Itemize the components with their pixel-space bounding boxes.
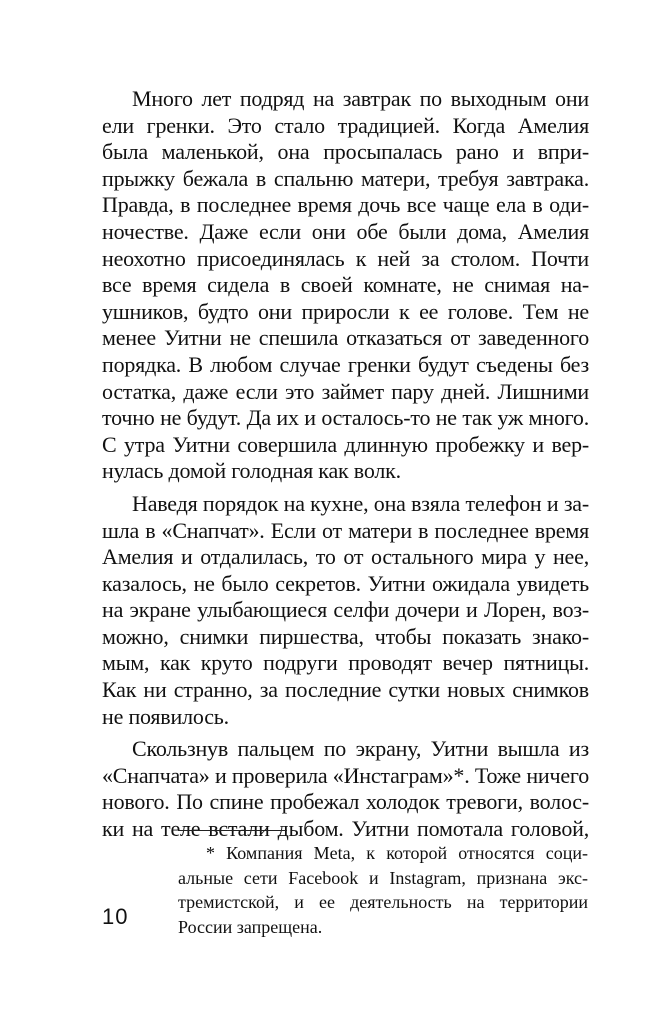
text-line: Наведя порядок на кухне, она взяла телефон и за-	[132, 490, 589, 516]
page-number: 10	[102, 904, 129, 929]
text-line: мым, как круто подруги проводят вечер пятницы.	[102, 650, 589, 676]
footnote-line: * Компания Meta, к которой относятся соци-	[206, 843, 588, 863]
text-line: можно, снимки пиршества, чтобы показать знако-	[102, 623, 589, 649]
text-line: шла в «Снапчат». Если от матери в последнее время	[102, 517, 589, 543]
text-line: ушников, будто они приросли к ее голове. Тем не	[102, 298, 589, 324]
text-line: Много лет подряд на завтрак по выходным они	[132, 86, 589, 111]
text-line: была маленькой, она просыпалась рано и впри-	[102, 139, 589, 165]
text-line: ночестве. Даже если они обе были дома, Амелия	[102, 218, 589, 244]
text-line: остатка, даже если это займет пару дней. Лишними	[102, 378, 589, 404]
text-line: Амелия и отдалилась, то от остального мира у нее,	[102, 544, 589, 570]
text-line: «Снапчата» и проверила «Инстаграм»*. Тоже ничего	[102, 762, 589, 788]
footnote-line: России запрещена.	[178, 916, 323, 937]
footnote-divider	[178, 830, 287, 831]
paragraph-1	[102, 86, 589, 485]
text-line: ки на теле встали дыбом. Уитни помотала головой,	[102, 816, 589, 842]
text-line: Скользнув пальцем по экрану, Уитни вышла из	[132, 736, 589, 762]
footnote-line: альные сети Facebook и Instagram, признана экс-	[178, 867, 588, 888]
paragraph-2	[102, 491, 589, 730]
text-line: нового. По спине пробежал холодок тревоги, волос-	[102, 789, 589, 815]
footnote	[178, 841, 588, 939]
text-line: все время сидела в своей комнате, не снимая на-	[102, 272, 589, 298]
text-line: точно не будут. Да их и осталось-то не так уж много.	[102, 405, 589, 431]
text-line: Как ни странно, за последние сутки новых снимков	[102, 677, 589, 703]
text-line: казалось, не было секретов. Уитни ожидала увидеть	[102, 570, 589, 596]
text-line: на экране улыбающиеся селфи дочери и Лорен, воз-	[102, 597, 589, 623]
text-line: порядка. В любом случае гренки будут съедены без	[102, 351, 589, 377]
text-line: прыжку бежала в спальню матери, требуя завтрака.	[102, 165, 589, 191]
footnote-line: тремистской, и ее деятельность на территории	[178, 892, 588, 912]
main-text	[102, 86, 589, 843]
text-line: нулась домой голодная как волк.	[102, 458, 401, 484]
text-line: менее Уитни не спешила отказаться от заведенного	[102, 325, 589, 351]
text-line: ели гренки. Это стало традицией. Когда Амелия	[102, 112, 589, 138]
text-line: не появилось.	[102, 703, 229, 729]
text-line: С утра Уитни совершила длинную пробежку и вер-	[102, 431, 589, 457]
text-line: Правда, в последнее время дочь все чаще ела в оди-	[102, 192, 589, 218]
text-line: неохотно присоединялась к ней за столом. Почти	[102, 245, 589, 271]
paragraph-3	[102, 736, 589, 842]
